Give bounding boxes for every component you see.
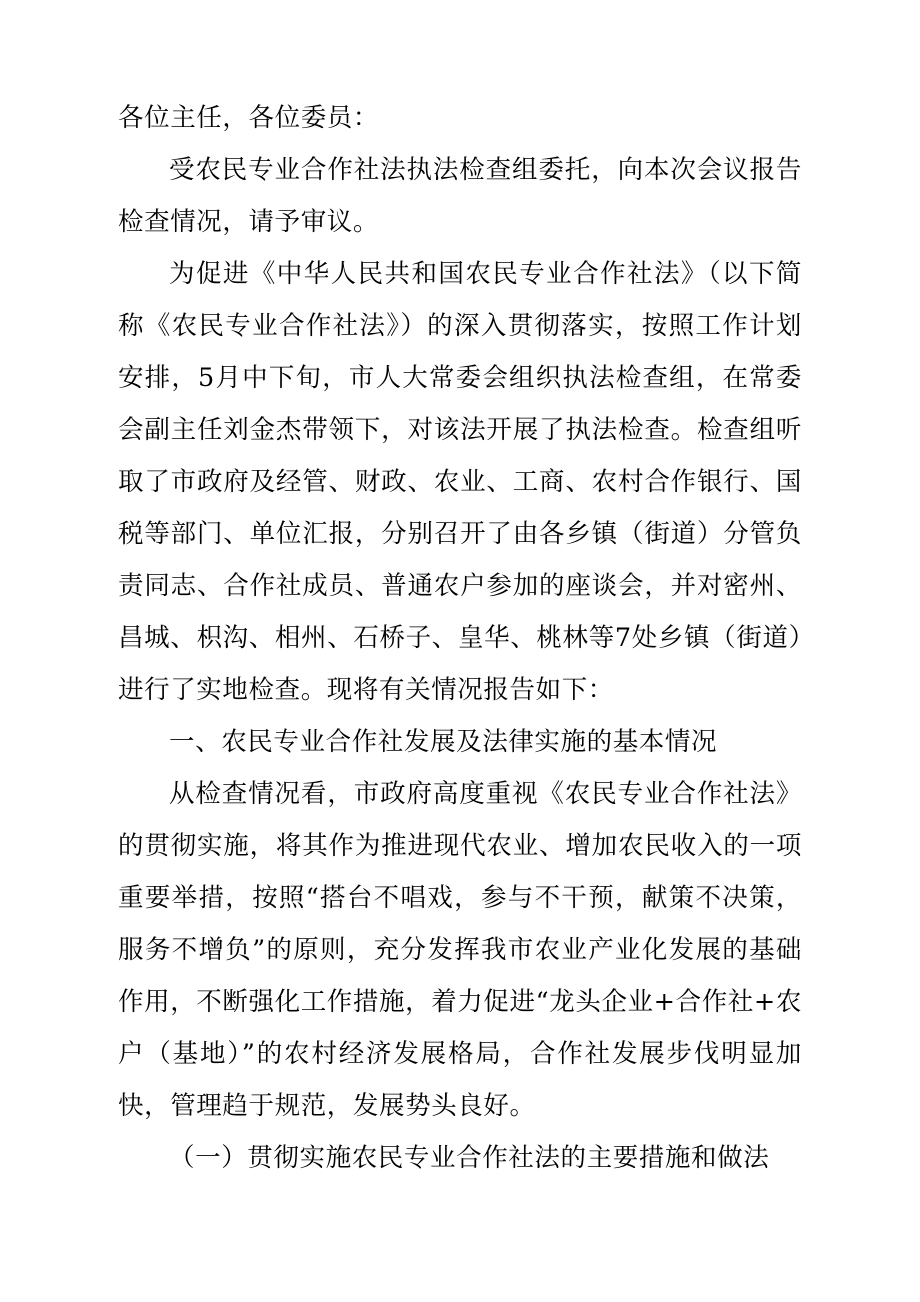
paragraph-subheading-one: （一）贯彻实施农民专业合作社法的主要措施和做法 — [169, 1143, 770, 1173]
paragraph-heading-one: 一、农民专业合作社发展及法律实施的基本情况 — [169, 727, 718, 757]
paragraph-situation: 从检查情况看，市政府高度重视《农民专业合作社法》的贯彻实施，将其作为推进现代农业、增加农民收入的一项重要举措，按照“搭台不唱戏，参与不干预，献策不决策，服务不增负”的原则，充分发挥我市农业产业化发展的基础作用，不断强化工作措施，着力促进“龙头企业+合作社+农户（基地）”的农村经济发展格局，合作社发展步伐明显加快，管理趋于规范，发展势头良好。 — [118, 779, 802, 1121]
paragraph-background: 为促进《中华人民共和国农民专业合作社法》（以下简称《农民专业合作社法》）的深入贯彻落实，按照工作计划安排，5月中下旬，市人大常委会组织执法检查组，在常委会副主任刘金杰带领下，对该法开展了执法检查。检查组听取了市政府及经管、财政、农业、工商、农村合作银行、国税等部门、单位汇报，分别召开了由各乡镇（街道）分管负责同志、合作社成员、普通农户参加的座谈会，并对密州、昌城、枳沟、相州、石桥子、皇华、桃林等7处乡镇（街道）进行了实地检查。现将有关情况报告如下： — [118, 259, 802, 705]
paragraph-entrust: 受农民专业合作社法执法检查组委托，向本次会议报告检查情况，请予审议。 — [118, 155, 802, 237]
document-body — [118, 92, 802, 1184]
paragraph-salutation: 各位主任，各位委员： — [118, 103, 380, 133]
